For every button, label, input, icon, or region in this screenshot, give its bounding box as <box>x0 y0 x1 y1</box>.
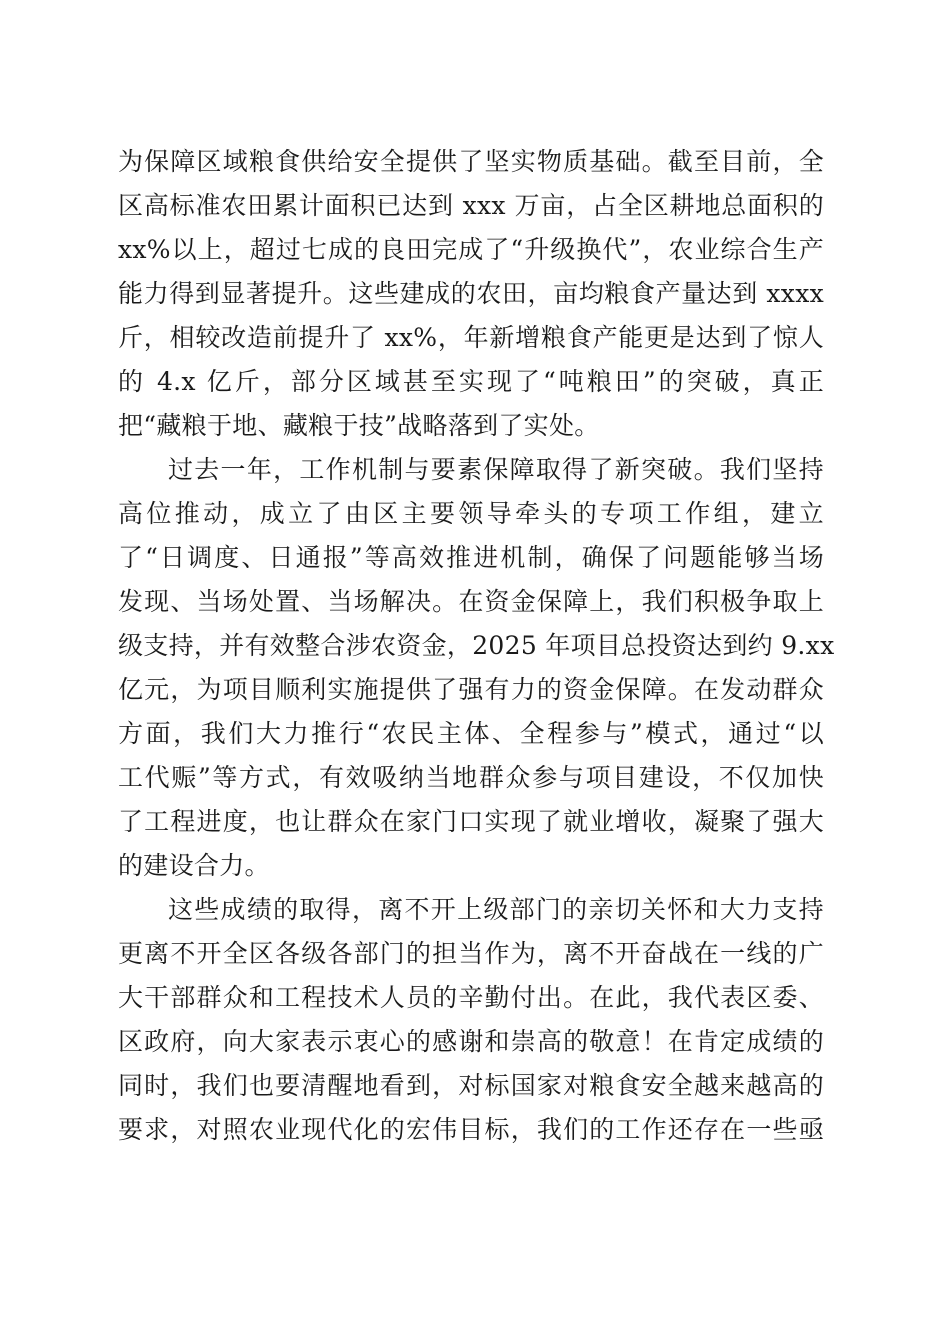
text-line: 为保障区域粮食供给安全提供了坚实物质基础。截至目前，全 <box>118 147 824 176</box>
text-line: 亿元，为项目顺利实施提供了强有力的资金保障。在发动群众 <box>118 675 824 704</box>
paragraph-3 <box>118 888 824 1152</box>
text-line: 把“藏粮于地、藏粮于技”战略落到了实处。 <box>118 411 600 440</box>
text-line: 级支持，并有效整合涉农资金，2025 年项目总投资达到约 9.xx <box>118 631 835 660</box>
text-line: 更离不开全区各级各部门的担当作为，离不开奋战在一线的广 <box>118 939 824 968</box>
text-line: 发现、当场处置、当场解决。在资金保障上，我们积极争取上 <box>118 587 824 616</box>
text-line: 高位推动，成立了由区主要领导牵头的专项工作组，建立 <box>118 499 824 528</box>
text-line: 大干部群众和工程技术人员的辛勤付出。在此，我代表区委、 <box>118 983 824 1012</box>
text-line: 斤，相较改造前提升了 xx%，年新增粮食产能更是达到了惊人 <box>118 323 824 352</box>
text-line: xx%以上，超过七成的良田完成了“升级换代”，农业综合生产 <box>118 235 824 264</box>
text-line: 的 4.x 亿斤，部分区域甚至实现了“吨粮田”的突破，真正 <box>118 367 824 396</box>
text-line: 工代赈”等方式，有效吸纳当地群众参与项目建设，不仅加快 <box>118 763 824 792</box>
text-line: 同时，我们也要清醒地看到，对标国家对粮食安全越来越高的 <box>118 1071 824 1100</box>
text-line: 这些成绩的取得，离不开上级部门的亲切关怀和大力支持 <box>168 895 824 924</box>
text-line: 了工程进度，也让群众在家门口实现了就业增收，凝聚了强大 <box>118 807 824 836</box>
document-body <box>118 140 835 1152</box>
text-line: 了“日调度、日通报”等高效推进机制，确保了问题能够当场 <box>118 543 824 572</box>
paragraph-1 <box>118 140 824 448</box>
text-line: 方面，我们大力推行“农民主体、全程参与”模式，通过“以 <box>118 719 824 748</box>
text-line: 区政府，向大家表示衷心的感谢和崇高的敬意！在肯定成绩的 <box>118 1027 824 1056</box>
paragraph-2 <box>118 448 835 888</box>
text-line: 的建设合力。 <box>118 851 270 880</box>
text-line: 区高标准农田累计面积已达到 xxx 万亩，占全区耕地总面积的 <box>118 191 824 220</box>
text-line: 能力得到显著提升。这些建成的农田，亩均粮食产量达到 xxxx <box>118 279 824 308</box>
text-line: 过去一年，工作机制与要素保障取得了新突破。我们坚持 <box>168 455 824 484</box>
text-line: 要求，对照农业现代化的宏伟目标，我们的工作还存在一些亟 <box>118 1115 824 1144</box>
